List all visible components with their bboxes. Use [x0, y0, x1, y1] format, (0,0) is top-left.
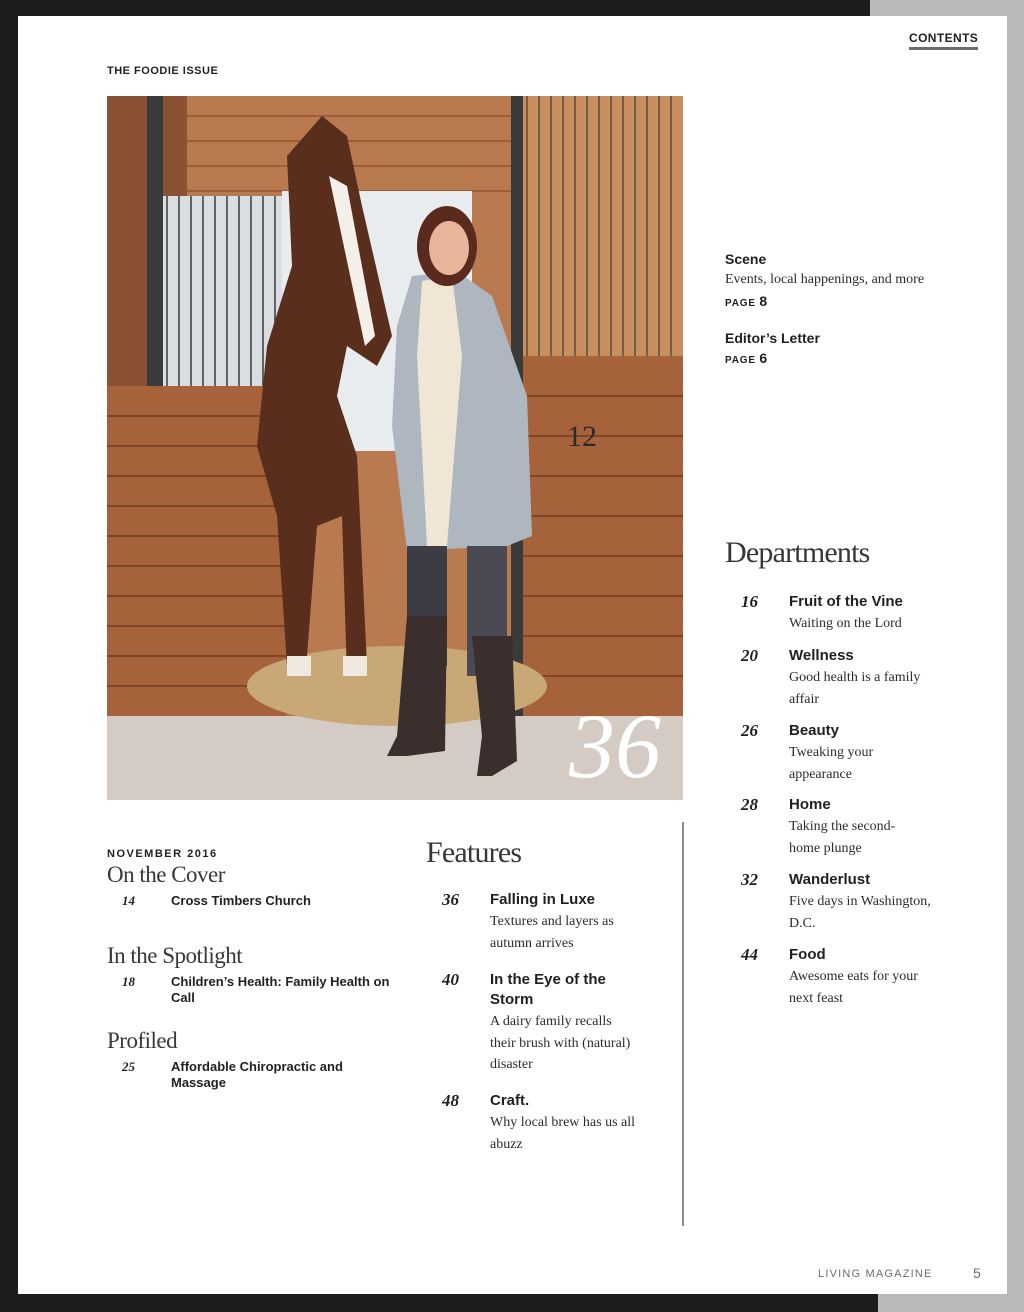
item-page-number: 8 — [759, 293, 768, 309]
item-page-ref — [725, 348, 955, 371]
frame-bottom-accent — [878, 1294, 1024, 1312]
item-page-number: 20 — [741, 646, 758, 665]
item-page-number: 28 — [741, 795, 758, 814]
item-page-number: 14 — [122, 893, 135, 908]
page-label: PAGE — [725, 298, 756, 309]
item-title: Beauty — [789, 722, 840, 739]
frame-side-accent — [1007, 16, 1024, 1294]
cover-feature-page-number: 36 — [569, 695, 661, 797]
item-title: Falling in Luxe — [490, 891, 596, 908]
item-page-number: 16 — [741, 592, 758, 611]
issue-label: THE FOODIE ISSUE — [107, 65, 219, 77]
page-label: PAGE — [725, 355, 756, 366]
item-title: Cross Timbers Church — [171, 893, 311, 908]
item-description: Awesome eats for your next feast — [789, 969, 918, 1006]
departments-heading: Departments — [725, 536, 870, 569]
item-title: Food — [789, 946, 826, 963]
item-title: Children’s Health: Family Health on Call — [171, 974, 390, 1005]
magazine-page — [18, 16, 1007, 1294]
item-page-number: 48 — [442, 1091, 459, 1110]
item-title: Craft. — [490, 1092, 530, 1109]
svg-text:12: 12 — [567, 420, 597, 453]
item-description: Waiting on the Lord — [789, 616, 902, 631]
item-title: Home — [789, 796, 831, 813]
frame-top-accent — [870, 0, 1024, 16]
item-title: Wanderlust — [789, 871, 871, 888]
contents-tab[interactable]: CONTENTS — [909, 31, 978, 50]
item-description: Good health is a family affair — [789, 670, 921, 707]
item-description: Taking the second-home plunge — [789, 819, 896, 856]
item-page-number: 44 — [741, 945, 758, 964]
scene-item[interactable] — [725, 249, 955, 314]
features-heading: Features — [426, 836, 522, 869]
item-title: Scene — [725, 251, 767, 267]
section-title-on-the-cover: On the Cover — [107, 862, 225, 887]
item-page-ref — [725, 291, 955, 314]
item-page-number: 26 — [741, 721, 758, 740]
item-title: Editor’s Letter — [725, 330, 820, 346]
item-page-number: 25 — [122, 1059, 135, 1074]
item-description: Events, local happenings, and more — [725, 272, 925, 287]
section-title-in-the-spotlight: In the Spotlight — [107, 943, 243, 968]
item-page-number: 40 — [442, 970, 459, 989]
item-description: Five days in Washington, D.C. — [789, 894, 931, 931]
item-description: Tweaking your appearance — [789, 745, 874, 782]
item-title: Wellness — [789, 647, 854, 664]
item-description: Why local brew has us all abuzz — [490, 1115, 636, 1152]
cover-photo[interactable] — [107, 96, 683, 800]
item-description: Textures and layers as autumn arrives — [490, 914, 614, 951]
item-title: Affordable Chiropractic and Massage — [171, 1059, 343, 1090]
item-page-number: 18 — [122, 974, 135, 989]
item-page-number: 32 — [741, 870, 758, 889]
item-title: In the Eye of the Storm — [490, 971, 606, 1008]
column-divider — [682, 822, 684, 1226]
editors-letter-item[interactable] — [725, 328, 955, 371]
issue-date: NOVEMBER 2016 — [107, 848, 218, 860]
item-description: A dairy family recalls their brush with (natural) disaster — [490, 1014, 631, 1072]
item-page-number: 6 — [759, 350, 768, 366]
footer-page-number: 5 — [973, 1265, 981, 1281]
item-title: Fruit of the Vine — [789, 593, 903, 610]
item-page-number: 36 — [442, 890, 459, 909]
section-title-profiled: Profiled — [107, 1028, 178, 1053]
footer-magazine-name: LIVING MAGAZINE — [818, 1268, 933, 1280]
